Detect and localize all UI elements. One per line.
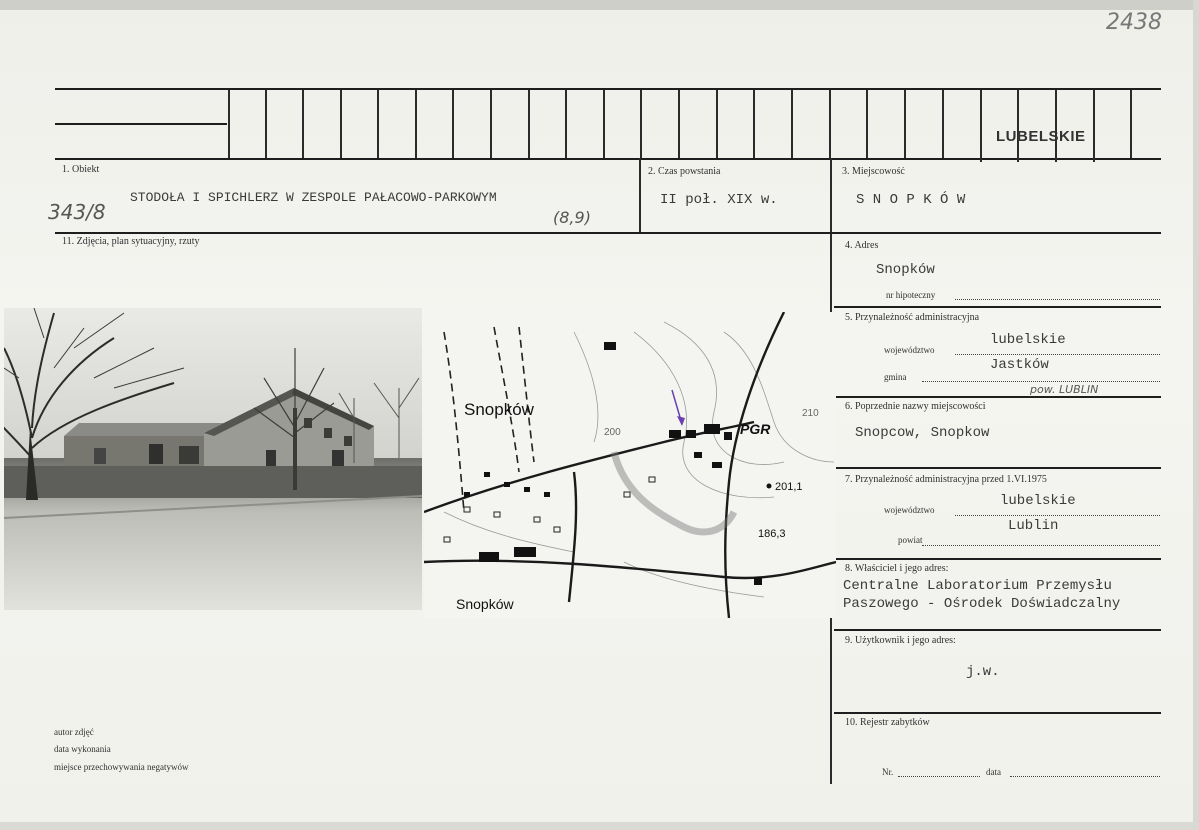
header-bottom-rule <box>55 158 1161 160</box>
footer-autor: autor zdjęć <box>54 727 94 737</box>
footer-miejsce: miejsce przechowywania negatywów <box>54 762 189 772</box>
field-9-value: j.w. <box>966 664 1000 680</box>
field-1-label: 1. Obiekt <box>62 164 100 175</box>
field-5-gmina-value: Jastków <box>990 357 1049 373</box>
field-10-label: 10. Rejestr zabytków <box>845 717 930 728</box>
scan-right-edge <box>1193 0 1199 830</box>
header-grid-line <box>377 90 379 158</box>
field-8-label: 8. Właściciel i jego adres: <box>845 563 949 574</box>
header-grid-line <box>640 90 642 158</box>
field-6-label: 6. Poprzednie nazwy miejscowości <box>845 401 986 412</box>
map-contour-1: 210 <box>802 408 819 419</box>
photo-barn-granary <box>4 308 422 610</box>
field-5-hand-note: pow. LUBLIN <box>1030 383 1099 396</box>
map-place-bottom: Snopków <box>456 596 514 612</box>
field-10-data-label: data <box>986 767 1001 777</box>
field-10-data-dots <box>1010 776 1160 777</box>
scan-bottom-edge <box>0 822 1199 830</box>
row6-bottom-rule <box>834 467 1161 469</box>
header-grid-line <box>528 90 530 158</box>
header-grid-line <box>490 90 492 158</box>
divider-1-2 <box>639 158 641 234</box>
map-pgr-label: PGR <box>740 421 771 437</box>
field-10-nr-label: Nr. <box>882 767 894 777</box>
header-grid-line <box>415 90 417 158</box>
header-grid-line <box>791 90 793 158</box>
map-image <box>424 312 836 618</box>
field-11-label: 11. Zdjęcia, plan sytuacyjny, rzuty <box>62 236 200 247</box>
photo-image <box>4 308 422 610</box>
header-top-rule <box>55 88 1161 90</box>
field-9-label: 9. Użytkownik i jego adres: <box>845 635 956 646</box>
field-7-woj-dots <box>955 515 1160 516</box>
header-grid-line <box>716 90 718 158</box>
header-grid-line <box>340 90 342 158</box>
field-8-line1: Centralne Laboratorium Przemysłu <box>843 578 1112 594</box>
header-grid-line <box>603 90 605 158</box>
field-3-value: S N O P K Ó W <box>856 192 966 208</box>
header-grid-line <box>452 90 454 158</box>
field-4-label: 4. Adres <box>845 240 879 251</box>
map-contour-2: 200 <box>604 427 621 438</box>
map-place-top: Snopków <box>464 400 534 419</box>
field-5-woj-label: województwo <box>884 345 935 355</box>
field-4-value: Snopków <box>876 262 935 278</box>
field-7-woj-label: województwo <box>884 505 935 515</box>
field-4-sub-dots <box>955 299 1160 300</box>
header-grid-line <box>866 90 868 158</box>
field-3-label: 3. Miejscowość <box>842 166 905 177</box>
field-7-woj-value: lubelskie <box>1000 493 1076 509</box>
field-6-value: Snopcow, Snopkow <box>855 425 990 441</box>
region-label: LUBELSKIE <box>996 128 1086 145</box>
field-8-line2: Paszowego - Ośrodek Doświadczalny <box>843 596 1121 612</box>
field-1-value: STODOŁA I SPICHLERZ W ZESPOLE PAŁACOWO-PARKOWYM <box>130 190 497 205</box>
header-grid-line <box>265 90 267 158</box>
header-left-rule <box>55 123 227 125</box>
field-7-powiat-value: Lublin <box>1008 518 1059 534</box>
header-grid-line <box>1093 90 1095 162</box>
row9-bottom-rule <box>834 712 1161 714</box>
field-10-nr-dots <box>898 776 980 777</box>
map-elev-1: 201,1 <box>775 481 803 493</box>
header-grid-line <box>980 90 982 162</box>
field-2-value: II poł. XIX w. <box>660 192 778 208</box>
row5-bottom-rule <box>834 396 1161 398</box>
header-grid-line <box>904 90 906 158</box>
row4-bottom-rule <box>834 306 1161 308</box>
header-grid-line <box>753 90 755 158</box>
field-7-powiat-dots <box>922 545 1160 546</box>
field-2-label: 2. Czas powstania <box>648 166 721 177</box>
header-grid-line <box>302 90 304 158</box>
field-5-woj-dots <box>955 354 1160 355</box>
field-7-powiat-label: powiat <box>898 535 923 545</box>
header-grid-line <box>565 90 567 158</box>
header-grid-line <box>228 90 230 158</box>
header-grid-line <box>1130 90 1132 158</box>
field-4-sub-label: nr hipoteczny <box>886 290 936 300</box>
header-grid-line <box>942 90 944 158</box>
field-1-hand-num: (8,9) <box>553 208 591 227</box>
location-map <box>424 312 836 618</box>
row7-bottom-rule <box>834 558 1161 560</box>
header-grid-line <box>829 90 831 158</box>
header-grid-line <box>678 90 680 158</box>
field-5-gmina-label: gmina <box>884 372 907 382</box>
header-grid-line <box>1017 90 1019 162</box>
field-5-woj-value: lubelskie <box>990 332 1066 348</box>
header-grid-line <box>1055 90 1057 162</box>
field-5-label: 5. Przynależność administracyjna <box>845 312 980 323</box>
map-elev-2: 186,3 <box>758 528 786 540</box>
field-5-gmina-dots <box>922 381 1160 382</box>
footer-data: data wykonania <box>54 744 111 754</box>
field-1-hand-ref: 343/8 <box>48 200 106 224</box>
field-7-label: 7. Przynależność administracyjna przed 1.VI.1975 <box>845 474 1047 485</box>
row1-bottom-rule <box>55 232 1161 234</box>
row8-bottom-rule <box>834 629 1161 631</box>
scan-top-edge <box>0 0 1199 10</box>
card-number: 2438 <box>1106 10 1162 35</box>
